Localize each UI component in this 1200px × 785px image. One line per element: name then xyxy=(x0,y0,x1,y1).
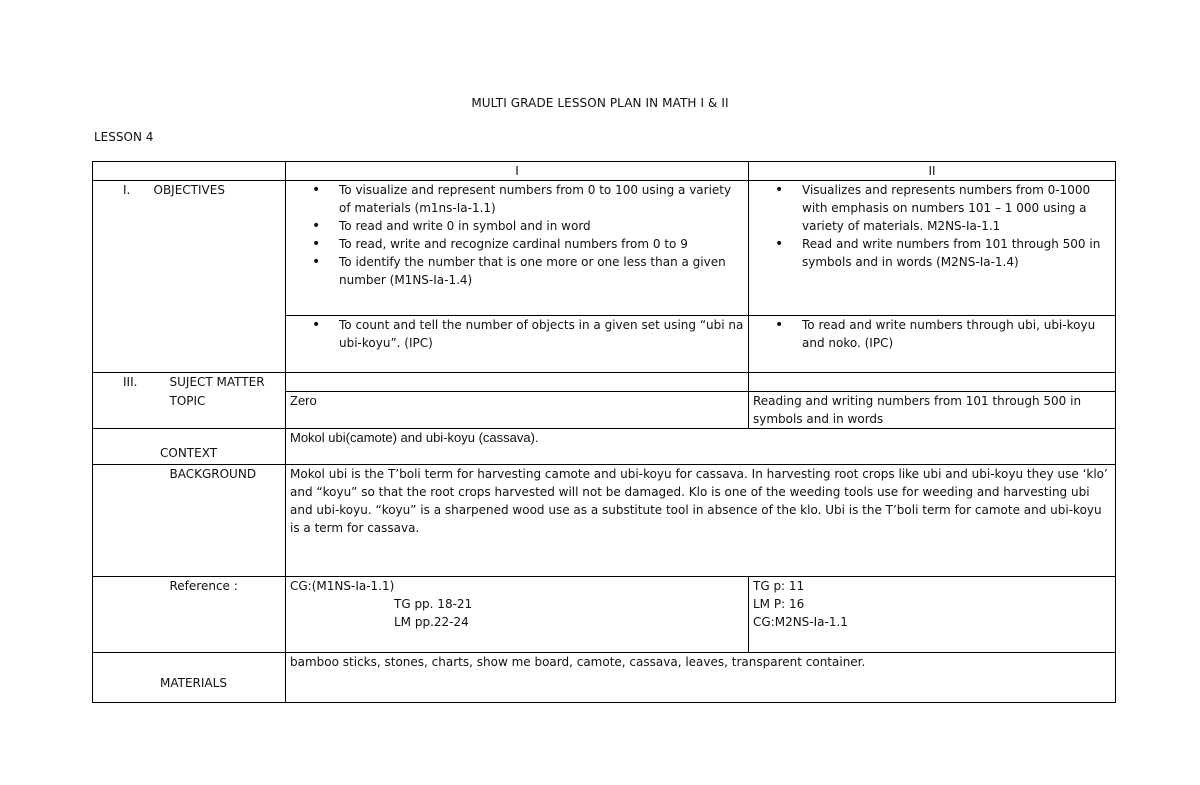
objective-item: • To identify the number that is one more or one less than a given number (M1NS-Ia-1.4) xyxy=(290,253,744,289)
topic-row xyxy=(93,392,1116,429)
context-text: Mokol ubi(camote) and ubi-koyu (cassava). xyxy=(286,429,1116,465)
topic-grade1: Zero xyxy=(286,392,749,429)
reference-label: Reference : xyxy=(150,577,286,653)
objectives-grade1 xyxy=(286,181,749,316)
reference-line: TG pp. 18-21 xyxy=(394,597,473,611)
subject-matter-num: III. xyxy=(93,373,150,392)
lesson-plan-table xyxy=(92,161,1116,703)
document-title: MULTI GRADE LESSON PLAN IN MATH I & II xyxy=(471,96,729,110)
topic-label: TOPIC xyxy=(150,392,286,429)
objectives-grade2 xyxy=(749,181,1116,316)
context-row xyxy=(93,429,1116,465)
objective-item: • To visualize and represent numbers from 0 to 100 using a variety of materials (m1ns-Ia-1.1) xyxy=(290,181,744,217)
background-row xyxy=(93,465,1116,577)
objectives-num: I. xyxy=(93,181,150,373)
objectives-ipc-grade2 xyxy=(749,316,1116,373)
objective-item: • To read and write 0 in symbol and in word xyxy=(290,217,744,235)
reference-num-blank xyxy=(93,577,150,653)
objective-item: • Read and write numbers from 101 through 500 in symbols and in words (M2NS-Ia-1.4) xyxy=(753,235,1111,271)
header-grade1: I xyxy=(286,162,749,181)
subject-matter-label: SUJECT MATTER xyxy=(150,373,286,392)
context-label: CONTEXT xyxy=(93,429,286,465)
reference-line: LM pp.22-24 xyxy=(394,615,469,629)
subject-matter-grade2 xyxy=(749,373,1116,392)
objectives-label: OBJECTIVES xyxy=(150,181,286,373)
lesson-number: LESSON 4 xyxy=(94,130,154,144)
reference-line: CG:(M1NS-Ia-1.1) xyxy=(290,579,395,593)
background-label: BACKGROUND xyxy=(150,465,286,577)
header-blank-cell xyxy=(93,162,286,181)
objective-item: • To count and tell the number of objects in a given set using “ubi na ubi-koyu”. (IPC) xyxy=(290,316,744,352)
materials-label: MATERIALS xyxy=(93,653,286,703)
reference-line: TG p: 11 xyxy=(753,579,805,593)
materials-text: bamboo sticks, stones, charts, show me board, camote, cassava, leaves, transparent container. xyxy=(286,653,1116,703)
reference-line: LM P: 16 xyxy=(753,597,805,611)
topic-grade2: Reading and writing numbers from 101 through 500 in symbols and in words xyxy=(749,392,1116,429)
header-row xyxy=(93,162,1116,181)
header-grade2: II xyxy=(749,162,1116,181)
subject-matter-grade1 xyxy=(286,373,749,392)
background-text: Mokol ubi is the T’boli term for harvesting camote and ubi-koyu for cassava. In harvesting root crops like ubi and ubi-koyu they use ‘klo’ and “koyu” so that the root crops harvested will not be damaged. Klo is one of the weeding tools use for weeding and harvesting ubi and ubi-koyu. “koyu” is a sharpened wood use as a substitute tool in absence of the klo. Ubi is the T’boli term for camote and ubi-koyu is a term for cassava. xyxy=(286,465,1116,577)
reference-line: CG:M2NS-Ia-1.1 xyxy=(753,615,848,629)
objectives-row xyxy=(93,181,1116,316)
objective-item: • Visualizes and represents numbers from 0-1000 with emphasis on numbers 101 – 1 000 using a variety of materials. M2NS-Ia-1.1 xyxy=(753,181,1111,235)
subject-matter-row xyxy=(93,373,1116,392)
reference-row xyxy=(93,577,1116,653)
reference-grade1 xyxy=(286,577,749,653)
objectives-ipc-grade1 xyxy=(286,316,749,373)
topic-num-blank xyxy=(93,392,150,429)
objective-item: • To read and write numbers through ubi, ubi-koyu and noko. (IPC) xyxy=(753,316,1111,352)
materials-row xyxy=(93,653,1116,703)
reference-grade2 xyxy=(749,577,1116,653)
objective-item: • To read, write and recognize cardinal numbers from 0 to 9 xyxy=(290,235,744,253)
background-num-blank xyxy=(93,465,150,577)
